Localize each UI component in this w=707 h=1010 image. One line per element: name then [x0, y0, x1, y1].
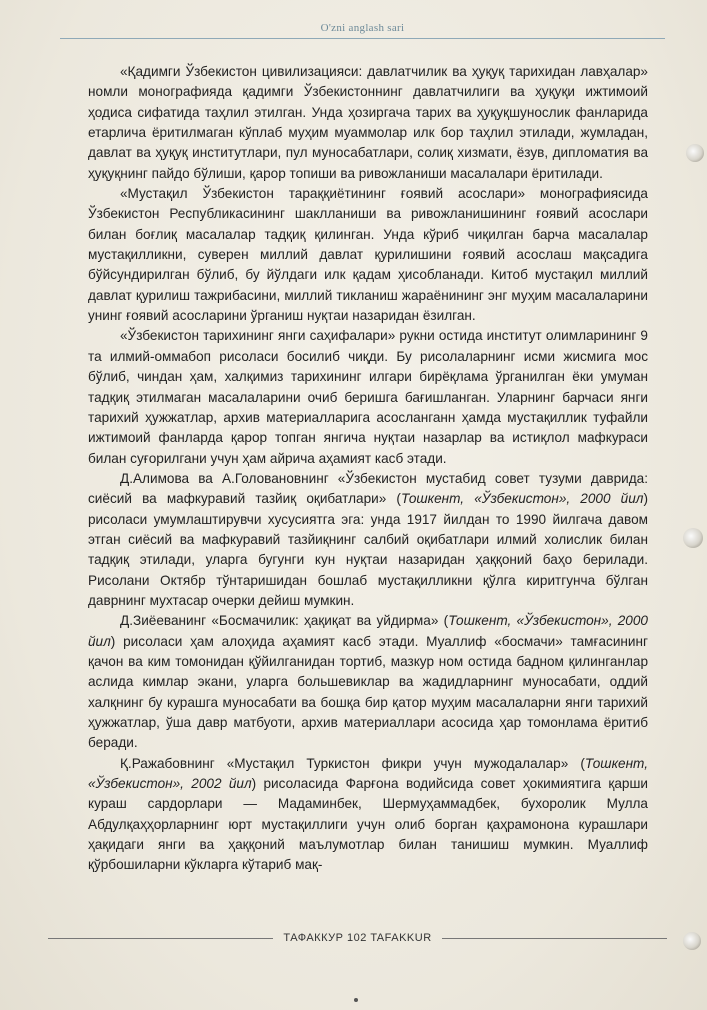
- footer-rule-left: [48, 938, 273, 939]
- paragraph: [88, 326, 648, 468]
- page-speck: [354, 998, 358, 1002]
- paragraph-text: ) рисоласида Фарғона водийсида совет ҳокимиятига қарши кураш сардорлари — Мадаминбек, Шермуҳаммадбек, бухоролик Мулла Абдулқаҳҳорларнинг юрт мустақиллиги учун олиб борган қаҳрамонона курашлари ҳақидаги янги ва ҳаққоний маълумотлар билан танишиш мумкин. Муаллиф қўрбошиларни кўкларга кўтариб мақ-: [88, 776, 648, 873]
- paragraph: [88, 754, 648, 876]
- paragraph-text: «Ўзбекистон тарихининг янги саҳифалари» рукни остида институт олимларининг 9 та илмий-оммабоп рисоласи босилиб чиқди. Бу рисолаларнинг исми жисмига мос бўлиб, чиндан ҳам, халқимиз тарихининг илгари бирёқлама ўрганилган ёки умуман тадқиқ этилмаган масалаларини очиб беришга бағишланган. Уларнинг барчаси янги тарихий ҳужжатлар, архив материалларига асосланганн ҳамда мустақиллик туфайли ижтимоий фанларда қарор топган янгича нуқтаи назарлар ва истиқлол мафкураси билан суғорилгани учун ҳам айрича аҳамият касб этади.: [88, 328, 648, 466]
- paragraph-text: ) рисоласи умумлаштирувчи хусусиятга эга: унда 1917 йилдан то 1990 йилгача давом этган сиёсий ва мафкуравий тазйиқнинг салбий оқибатлари илмий холислик билан тадқиқ этилади, уларга бугунги кун нуқтаи назаридан ҳаққоний баҳо берилади. Рисолани Октябр тўнтаришидан бошлаб мустақилликни қўлга киритгунча бўлган даврнинг мухтасар очерки дейиш мумкин.: [88, 491, 648, 608]
- punch-hole-bottom: [683, 932, 701, 950]
- running-title: O'zni anglash sari: [320, 22, 405, 34]
- paragraph-text: Д.Зиёеванинг «Босмачилик: ҳақиқат ва уйдирма» (: [120, 613, 449, 629]
- running-header: [60, 18, 665, 39]
- punch-hole-top: [686, 144, 704, 162]
- paragraph-text: «Мустақил Ўзбекистон тараққиётининг ғоявий асослари» монографиясида Ўзбекистон Республикасининг шаклланиши ва ривожланишининг ғоявий асослари билан боғлиқ масалалар тадқиқ қилинган. Унда кўриб чиқилган барча масалалар мустақилликни, суверен миллий давлат қурилишини ғоявий асослаш мақсадига бўйсундирилган бўлиб, бу йўлдаги илк қадам ҳисобланади. Китоб мустақил миллий давлат қурилиш тажрибасини, миллий тикланиш жараёнининг энг муҳим масалаларини унинг ғоявий асосларини ўрганиш нуқтаи назаридан ёзилган.: [88, 186, 648, 324]
- paragraph-text: Қ.Ражабовнинг «Мустақил Туркистон фикри учун мужодалалар» (: [120, 755, 585, 771]
- paragraph-text: Д.Алимова ва А.Головановнинг «Ўзбекистон мустабид совет тузуми даврида: сиёсий ва мафкуравий тазйиқ оқибатлари» (: [88, 470, 648, 507]
- paragraph: [88, 611, 648, 753]
- paragraph: [88, 184, 648, 326]
- paragraph: [88, 469, 648, 611]
- citation-text: Тошкент, «Ўзбекистон», 2002 йил: [88, 755, 648, 792]
- paragraph: [88, 62, 648, 184]
- page-footer: [48, 928, 667, 948]
- citation-text: Тошкент, «Ўзбекистон», 2000 йил: [400, 491, 644, 507]
- punch-hole-middle: [683, 528, 703, 548]
- paragraph-text: «Қадимги Ўзбекистон цивилизацияси: давлатчилик ва ҳуқуқ тарихидан лавҳалар» номли монографияда қадимги Ўзбекистоннинг давлатчилиги ва ҳуқуқи ижтимоий ҳодиса сифатида таҳлил этилган. Унда ҳозиргача тарих ва ҳуқуқшунослик фанларида етарлича ёритилмаган кўплаб муҳим муаммолар илк бор таҳлил этилади, жумладан, давлат ва ҳуқуқ институтлари, пул муносабатлари, солиқ хизмати, ёзув, дипломатия ва ҳуқуқнинг пайдо бўлиши, қарор топиши ва ривожланиши масалалари ёритилади.: [88, 64, 648, 181]
- paragraph-text: ) рисоласи ҳам алоҳида аҳамият касб этади. Муаллиф «босмачи» тамғасининг қачон ва ким томонидан қўйилганидан тортиб, мазкур ном остида бадном қилинганлар аслида кимлар экани, уларга большевиклар ва жадидларнинг муносабати, оддий халқнинг бу курашга муносабати ва бошқа бир қатор муҳим масалаларни янги тарихий ҳужжатлар, ўша давр матбуоти, архив материаллари асосида ҳар томонлама ёритиб беради.: [88, 633, 648, 751]
- footer-page-label: ТАФАККУР 102 TAFAKKUR: [283, 932, 432, 944]
- article-body: [88, 62, 648, 876]
- citation-text: Тошкент, «Ўзбекистон», 2000 йил: [88, 613, 648, 649]
- footer-rule-right: [442, 938, 667, 939]
